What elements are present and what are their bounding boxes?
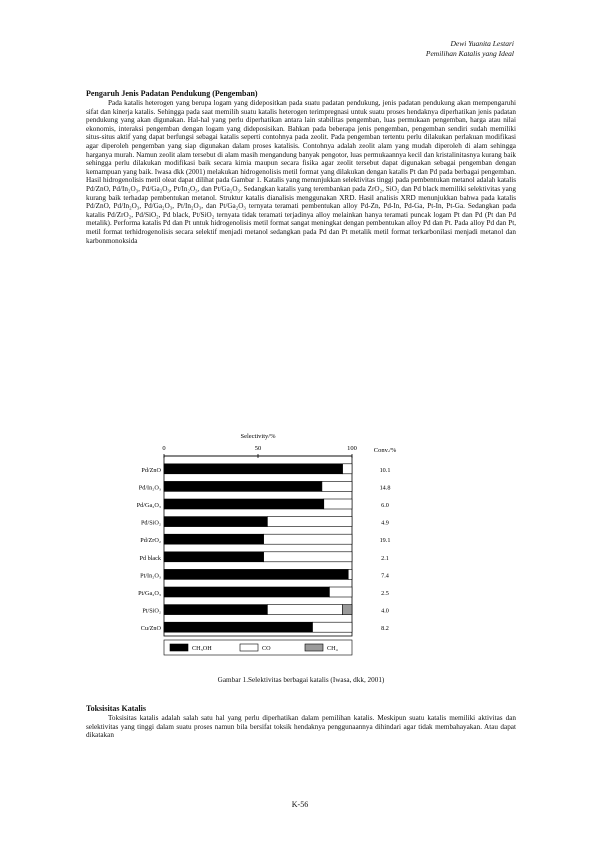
bar-segment-co bbox=[313, 622, 352, 632]
legend-label: CH₄ bbox=[327, 645, 338, 652]
conversion-value: 19.1 bbox=[379, 537, 391, 545]
conversion-value: 4.9 bbox=[381, 519, 389, 527]
category-label: Pd/ZnO bbox=[141, 466, 161, 474]
conversion-value: 10.1 bbox=[379, 466, 391, 474]
bar-segment-co bbox=[264, 552, 352, 562]
bar-segment-ch3oh bbox=[164, 464, 343, 474]
header-subtitle: Pemilihan Katalis yang Ideal bbox=[425, 49, 514, 58]
selectivity-chart bbox=[100, 428, 520, 668]
x-tick-label: 0 bbox=[162, 445, 166, 452]
figure-caption: Gambar 1.Selektivitas berbagai katalis (Iwasa, dkk, 2001) bbox=[217, 676, 385, 684]
bar-segment-co bbox=[267, 517, 352, 527]
header-author: Dewi Yuanita Lestari bbox=[450, 39, 514, 48]
page-number: K-56 bbox=[291, 800, 309, 809]
bar-segment-co bbox=[322, 481, 352, 491]
category-label: Pd/SiO₂ bbox=[140, 519, 161, 527]
running-header bbox=[426, 39, 514, 59]
conversion-value: 2.1 bbox=[381, 554, 389, 562]
x-tick-label: 50 bbox=[254, 445, 262, 452]
section-title-support: Pengaruh Jenis Padatan Pendukung (Pengemban) bbox=[86, 89, 258, 98]
conversion-value: 6.0 bbox=[381, 502, 389, 509]
conv-header: Conv./% bbox=[373, 447, 397, 454]
conversion-value: 8.2 bbox=[381, 625, 389, 633]
x-tick-label: 100 bbox=[347, 445, 357, 452]
category-label: Pd black bbox=[139, 554, 161, 562]
category-label: Pd/In₂O₃ bbox=[138, 484, 161, 492]
bar-segment-ch3oh bbox=[164, 587, 329, 597]
bar-segment-ch3oh bbox=[164, 481, 322, 491]
chart-title: Selectivity/% bbox=[240, 433, 276, 440]
bar-segment-co bbox=[267, 605, 342, 615]
category-label: Pd/ZrO₂ bbox=[140, 537, 161, 545]
legend-swatch bbox=[305, 644, 323, 651]
section-paragraph-support: Pada katalis heterogen yang berupa logam yang didepositkan pada suatu padatan pendukung, jenis padatan pendukung akan mempengaruhi sifat dan kinerja katalis. Sehingga pada saat memilih suatu katalis heterogen terimpregnasi untuk suatu proses hendaknya diperhatikan jenis padatan pendukung yang akan digunakan. Hal-hal yang perlu diperhatikan antara lain stabilitas pengemban, luas permukaan pengemban, harga atau nilai ekonomis, interaksi pengemban dengan logam yang dideposisikan. Bahkan pada beberapa jenis pengemban, pengemban sendiri sudah memiliki situs-situs aktif yang dapat berfungsi sebagai katalis seperti contohnya pada zeolit. Pada pengemban tertentu perlu dilakukan perlakuan modifikasi agar diperoleh pengemban yang siap digunakan dalam proses katalisis. Contohnya adalah zeolit alam yang mudah diperoleh di alam sehingga harganya murah. Namun zeolit alam tersebut di alam masih mengandung banyak pengotor, luas permukaannya kecil dan kristalinitasnya kurang baik sehingga perlu dilakukan modifikasi baik secara kimia maupun secara fisika agar zeolit tersebut dapat digunakan sebagai pengemban dengan kemampuan yang baik. Iwasa dkk (2001) melakukan hidrogenolisis metil format yang dilakukan dengan katalis Pt dan Pd pada berbagai pengemban. Hasil hidrogenolisis metil oleat dapat dilihat pada Gambar 1. Katalis yang menunjukkan selektivitas tinggi pada pembentukan metanol adalah katalis Pd/ZnO, Pd/In₂O₃, Pd/Ga₂O₃, Pt/In₂O₃, dan Pt/Ga₂O₃. Sedangkan katalis yang terembankan pada ZrO₂, SiO₂ dan Pd black memiliki selektivitas yang kurang baik terhadap pembentukan metanol. Struktur katalis dianalisis menggunakan XRD. Hasil analisis XRD menunjukkan bahwa pada katalis Pd/ZnO, Pd/In₂O₃, Pd/Ga₂O₃, Pt/In₂O₃, dan Pt/Ga₂O₃ ternyata teramati pembentukan alloy Pd-Zn, Pd-In, Pd-Ga, Pt-In, Pt-Ga. Sedangkan pada katalis Pd/ZrO₂, Pd/SiO₂, Pd black, Pt/SiO₂ ternyata tidak teramati terjadinya alloy melainkan hanya teramati puncak logam Pt dan Pd (Pt dan Pd metalik). Performa katalis Pd dan Pt untuk hidrogenolisis metil format sangat meningkat dengan pembentukan alloy Pd dan Pt. Pada alloy Pd dan Pt, metil format terhidrogenolisis secara selektif menjadi metanol sedangkan pada Pd dan Pt metalik metil format terkarbonilasi menjadi metanol dan karbonmonoksida bbox=[86, 99, 516, 245]
category-label: Pd/Ga₂O₃ bbox=[136, 502, 161, 509]
bar-segment-ch3oh bbox=[164, 605, 267, 615]
category-label: Cu/ZnO bbox=[140, 625, 161, 633]
legend-label: CO bbox=[262, 645, 271, 652]
bar-segment-ch3oh bbox=[164, 622, 313, 632]
bar-segment-ch3oh bbox=[164, 517, 267, 527]
legend-swatch bbox=[170, 644, 188, 651]
bar-segment-co bbox=[343, 464, 352, 474]
bar-segment-co bbox=[264, 534, 352, 544]
category-label: Pt/In₂O₃ bbox=[140, 572, 161, 580]
bar-segment-ch3oh bbox=[164, 569, 348, 579]
section-paragraph-toxicity: Toksisitas katalis adalah salah satu hal yang perlu diperhatikan dalam pemilihan katalis. Meskipun suatu katalis memiliki aktivitas dan selektivitas yang tinggi dalam suatu proses namun bila bersifat toksik hendaknya penggunaannya dihindari agar tidak membahayakan. Atau dapat dikatakan bbox=[86, 714, 516, 740]
bar-segment-co bbox=[348, 569, 352, 579]
bar-segment-co bbox=[324, 499, 352, 509]
section-title-toxicity: Toksisitas Katalis bbox=[86, 704, 146, 713]
selectivity-chart-svg bbox=[100, 428, 520, 668]
bar-segment-ch3oh bbox=[164, 534, 264, 544]
conversion-value: 14.8 bbox=[379, 484, 391, 492]
bar-segment-ch3oh bbox=[164, 499, 324, 509]
legend-swatch bbox=[240, 644, 258, 651]
category-label: Pt/Ga₂O₃ bbox=[138, 590, 161, 597]
bar-segment-ch3oh bbox=[164, 552, 264, 562]
bar-segment-co bbox=[329, 587, 352, 597]
category-label: Pt/SiO₂ bbox=[142, 607, 161, 615]
bar-segment-ch4 bbox=[343, 605, 352, 615]
conversion-value: 7.4 bbox=[381, 572, 389, 580]
conversion-value: 4.0 bbox=[381, 607, 389, 615]
legend-label: CH₃OH bbox=[192, 645, 212, 652]
conversion-value: 2.5 bbox=[381, 590, 389, 597]
